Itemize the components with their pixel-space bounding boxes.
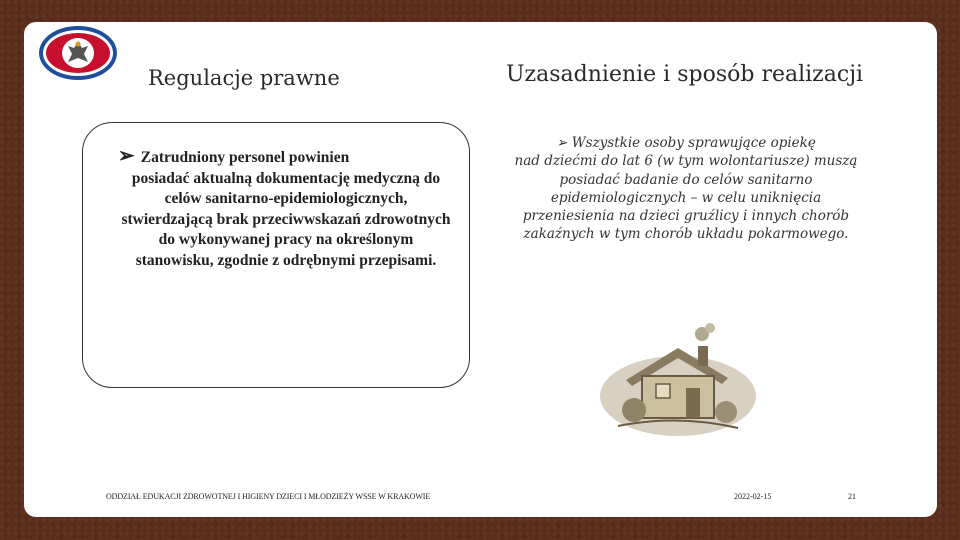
- footer-page-number: 21: [848, 492, 856, 501]
- left-bullet: [118, 146, 454, 271]
- right-bullet: [506, 134, 866, 244]
- arrow-bullet-icon: ➢: [556, 135, 572, 151]
- house-clipart: [598, 318, 758, 438]
- sanitary-inspection-logo: [38, 24, 118, 82]
- left-bullet-first-line: ➢ Zatrudniony personel powinien: [118, 145, 350, 167]
- footer-date: 2022-02-15: [734, 492, 772, 501]
- right-title: Uzasadnienie i sposób realizacji: [506, 62, 864, 87]
- left-bullet-body: posiadać aktualną dokumentację medyczną do celów sanitarno-epidemiologicznych, stwierdzającą brak przeciwwskazań zdrowotnych do wykonywanej pracy na określonym stanowisku, zgodnie z odrębnymi przepisami.: [121, 169, 451, 269]
- right-bullet-body: nad dziećmi do lat 6 (w tym wolontariusze) muszą posiadać badanie do celów sanitarno epidemiologicznych – w celu uniknięcia przeniesienia na dzieci gruźlicy i innych chorób zakaźnych w tym chorób układu pokarmowego.: [514, 153, 858, 243]
- arrow-bullet-icon: ➢: [118, 145, 135, 167]
- left-title: Regulacje prawne: [148, 66, 340, 90]
- right-bullet-first-line: Wszystkie osoby sprawujące opiekę: [571, 135, 816, 151]
- footer-department: ODDZIAŁ EDUKACJI ZDROWOTNEJ I HIGIENY DZIECI I MŁODZIEŻY WSSE W KRAKOWIE: [106, 492, 431, 501]
